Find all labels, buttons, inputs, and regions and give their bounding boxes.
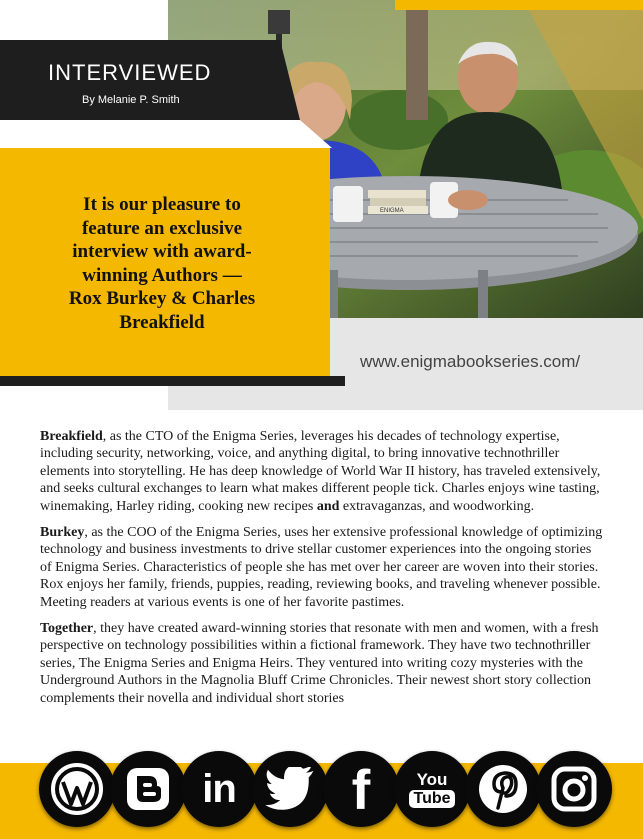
paragraph-text: , they have created award-winning stories that resonate with men and women, with a fresh perspective on technology possibilities within a fictional framework. They have two technothriller series, The Enigma Series and Enigma Heirs. They ventured into writing cozy mysteries with the Underground Authors in the Magnolia Bluff Crime Chronicles. Their newest short story collection complements their novella and individual short stories — [40, 621, 599, 706]
interview-body — [40, 428, 605, 716]
youtube-text-top: You — [416, 769, 448, 789]
instagram-button[interactable] — [536, 751, 612, 827]
youtube-text-bottom: Tube — [409, 790, 454, 808]
twitter-button[interactable] — [252, 751, 328, 827]
instagram-icon — [546, 761, 602, 817]
pinterest-button[interactable] — [465, 751, 541, 827]
headline-line: Rox Burkey & Charles — [68, 288, 256, 309]
paragraph-breakfield — [40, 428, 605, 515]
headline-line: feature an exclusive — [81, 217, 243, 239]
linkedin-button[interactable] — [181, 751, 257, 827]
pinterest-icon — [475, 761, 531, 817]
headline — [30, 193, 294, 334]
facebook-icon: f — [351, 757, 371, 821]
linkedin-icon: in — [202, 766, 236, 811]
paragraph-burkey — [40, 524, 605, 611]
emphasis-and: and — [316, 498, 340, 514]
headline-line: Breakfield — [119, 311, 205, 333]
headline-line: interview with award- — [72, 241, 252, 262]
interviewed-byline: By Melanie P. Smith — [82, 94, 180, 106]
name-breakfield: Breakfield — [40, 429, 103, 444]
headline-line: winning Authors — — [82, 264, 242, 286]
wordpress-button[interactable] — [39, 751, 115, 827]
paragraph-text: , as the COO of the Enigma Series, uses her extensive professional knowledge of optimizing technology and business investments to drive stellar customer experiences into the ongoing stories of Enigma Series. Characteristics of people she has met over her career are woven into their stories. Rox enjoys her family, friends, puppies, reading, reviewing books, and traveling whenever possible. Meeting readers at various events is one of her favorite pastimes. — [40, 525, 603, 610]
paragraph-text: extravaganzas, and woodworking. — [339, 498, 535, 514]
book-cover-text: ENIGMA — [380, 208, 404, 214]
youtube-button[interactable] — [394, 751, 470, 827]
facebook-button[interactable] — [323, 751, 399, 827]
blogger-icon — [120, 761, 176, 817]
name-together: Together — [40, 621, 94, 637]
wordpress-icon — [49, 761, 105, 817]
paragraph-together — [40, 620, 605, 707]
twitter-icon — [262, 761, 318, 817]
name-burkey: Burkey — [40, 525, 85, 541]
paragraph-text: , as the CTO of the Enigma Series, leverages his decades of technology expertise, including security, networking, voice, and anything digital, to bring innovative technothriller elements into storytelling. He has deep knowledge of World War II history, has traveled extensively, and seeks cultural exchanges to learn what makes different people tick. Charles enjoys wine tasting, winemaking, Harley riding, cooking new recipes — [40, 429, 601, 514]
interviewed-title: INTERVIEWED — [48, 60, 212, 85]
headline-line: It is our pleasure to — [83, 194, 241, 215]
blogger-button[interactable] — [110, 751, 186, 827]
website-link[interactable]: www.enigmabookseries.com/ — [360, 352, 581, 371]
youtube-icon — [404, 761, 460, 817]
